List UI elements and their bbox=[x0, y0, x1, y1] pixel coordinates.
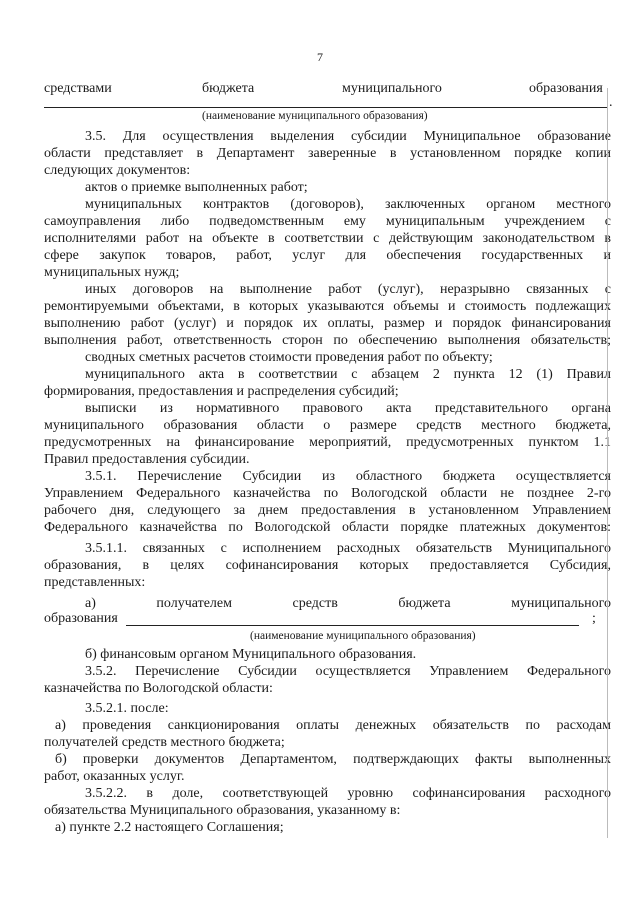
header-word-2: бюджета bbox=[202, 81, 255, 96]
text-line: муниципальных контрактов (договоров), заключенных органом местного bbox=[85, 197, 611, 212]
text-line: б) проверки документов Департаментом, подтверждающих факты выполненных bbox=[55, 752, 611, 767]
text-line: иных договоров на выполнение работ (услуг), неразрывно связанных с bbox=[85, 282, 611, 297]
text-line: б) финансовым органом Муниципального образования. bbox=[85, 647, 417, 662]
text-line: области представляет в Департамент заверенные в установленном порядке копии bbox=[44, 146, 611, 161]
text-line: 3.5.2.2. в доле, соответствующей уровню софинансирования расходного bbox=[85, 786, 611, 801]
text-line: выполнения работ, ответственность сторон по обеспечению выполнения обязательств; bbox=[44, 333, 611, 348]
text-line: ремонтируемыми объектами, в которых указываются объемы и стоимость подлежащих bbox=[44, 299, 611, 314]
text-line: формирования, предоставления и распределения субсидий; bbox=[44, 384, 399, 399]
fill-line-underline bbox=[126, 625, 579, 626]
text-line: 3.5.1. Перечисление Субсидии из областного бюджета осуществляется bbox=[85, 469, 611, 484]
text-line: актов о приемке выполненных работ; bbox=[85, 180, 308, 195]
header-word-1: средствами bbox=[44, 81, 112, 96]
text-line: 3.5.1.1. связанных с исполнением расходных обязательств Муниципального bbox=[85, 541, 611, 556]
fill-line-caption: (наименование муниципального образования) bbox=[250, 630, 476, 642]
header-word-3: муниципального bbox=[342, 81, 442, 96]
header-period: . bbox=[609, 95, 613, 110]
text-line: выполнению работ (услуг) и порядок их оплаты, размер и порядок финансирования bbox=[44, 316, 611, 331]
header-underline bbox=[44, 107, 607, 108]
text-line: исполнителями работ на объекте в соответствии с действующим законодательством в bbox=[44, 231, 611, 246]
text-line: рабочего дня, следующего за днем предоставления в установленном Управлением bbox=[44, 503, 611, 518]
text-line: а) проведения санкционирования оплаты денежных обязательств по расходам bbox=[55, 718, 611, 733]
text-line: казначейства по Вологодской области: bbox=[44, 681, 273, 696]
text-line: сводных сметных расчетов стоимости проведения работ по объекту; bbox=[85, 350, 493, 365]
text-line: обязательства Муниципального образования, указанному в: bbox=[44, 803, 401, 818]
text-line: образования, в целях софинансирования которых предоставляется Субсидия, bbox=[44, 558, 611, 573]
scan-edge-line bbox=[607, 88, 608, 838]
text-line: 3.5.2. Перечисление Субсидии осуществляется Управлением Федерального bbox=[85, 664, 611, 679]
fill-line-semicolon: ; bbox=[592, 611, 596, 626]
text-line: 3.5.2.1. после: bbox=[85, 701, 169, 716]
text-line: получателей средств местного бюджета; bbox=[44, 735, 285, 750]
text-line: Управлением Федерального казначейства по Вологодской области не позднее 2-го bbox=[44, 486, 611, 501]
page-number: 7 bbox=[317, 50, 323, 64]
text-line: следующих документов: bbox=[44, 163, 191, 178]
header-caption: (наименование муниципального образования) bbox=[202, 110, 428, 122]
text-line: а) получателем средств бюджета муниципального bbox=[85, 596, 611, 611]
text-line: сфере закупок товаров, работ, услуг для обеспечения государственных и bbox=[44, 248, 611, 263]
header-word-4: образования bbox=[529, 81, 603, 96]
text-line: предусмотренных на финансирование мероприятий, предусмотренных пунктом 1.1 bbox=[44, 435, 611, 450]
text-line: муниципального акта в соответствии с абзацем 2 пункта 12 (1) Правил bbox=[85, 367, 611, 382]
text-line: 3.5. Для осуществления выделения субсидии Муниципальное образование bbox=[85, 129, 611, 144]
text-line: муниципального образования области о размере средств местного бюджета, bbox=[44, 418, 611, 433]
text-line: представленных: bbox=[44, 575, 146, 590]
fill-line-label: образования bbox=[44, 611, 118, 626]
text-line: выписки из нормативного правового акта представительного органа bbox=[85, 401, 611, 416]
text-line: Федерального казначейства по Вологодской области порядке платежных документов: bbox=[44, 520, 611, 535]
text-line: самоуправления либо подведомственным ему муниципальным учреждением с bbox=[44, 214, 611, 229]
text-line: муниципальных нужд; bbox=[44, 265, 180, 280]
text-line: работ, оказанных услуг. bbox=[44, 769, 185, 784]
text-line: Правил предоставления субсидии. bbox=[44, 452, 250, 467]
text-line: а) пункте 2.2 настоящего Соглашения; bbox=[55, 820, 284, 835]
